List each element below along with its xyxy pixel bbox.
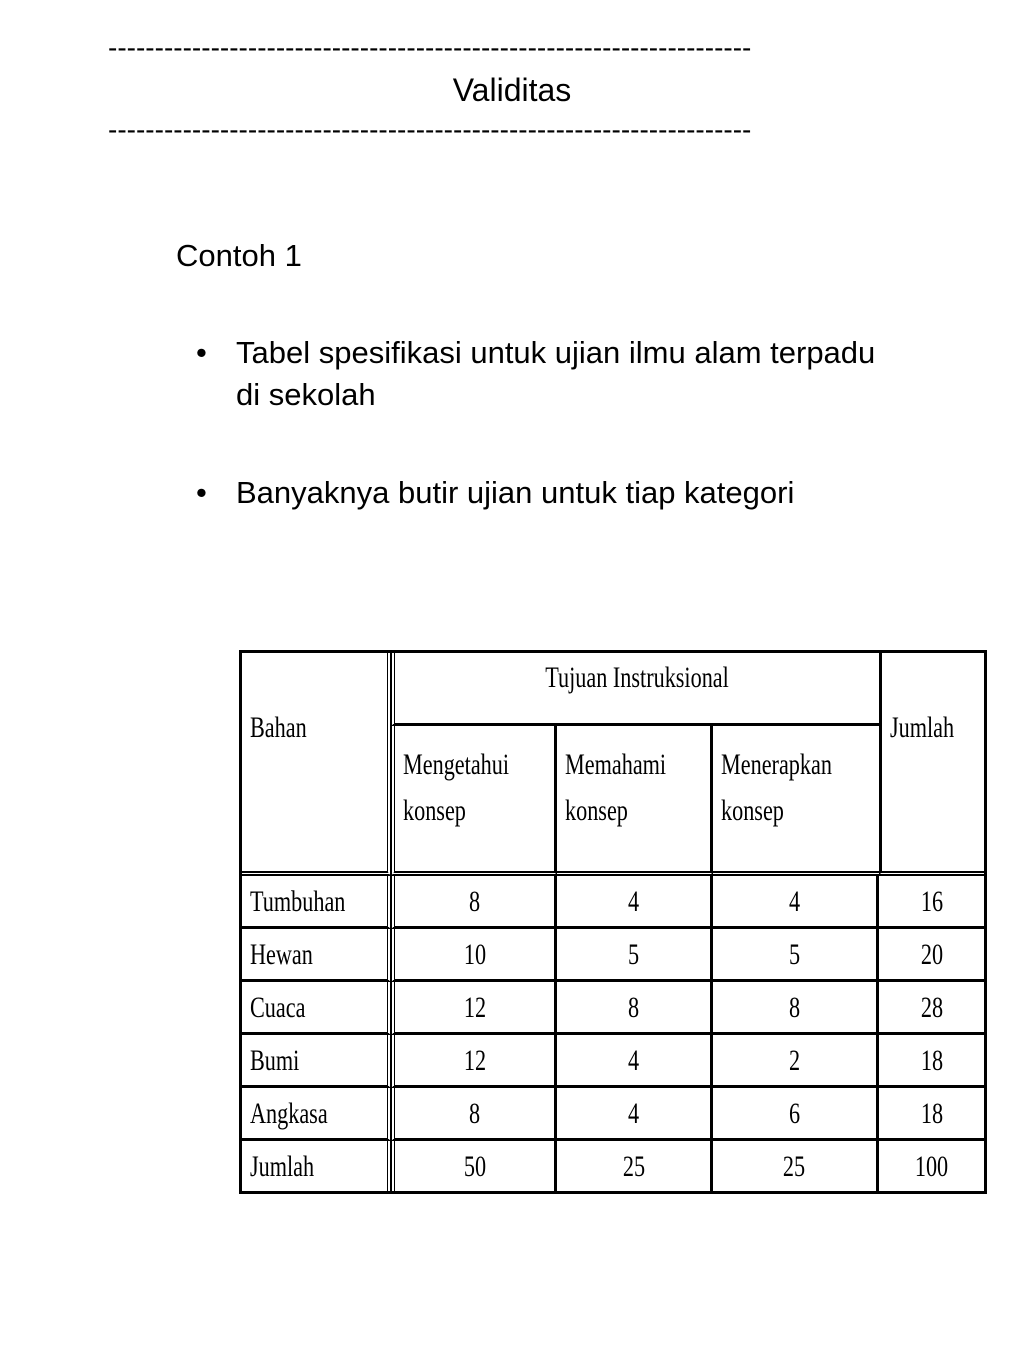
cell-text: Bumi	[250, 1044, 300, 1077]
table-cell	[713, 1088, 879, 1141]
cell-text: 2	[788, 1044, 800, 1077]
cell-text: 8	[788, 991, 800, 1024]
column-header-bahan	[242, 653, 391, 876]
header-label: Mengetahui	[402, 748, 509, 782]
cell-text: 5	[627, 938, 640, 971]
bullet-list	[196, 332, 876, 570]
table-cell	[879, 929, 985, 982]
table-cell	[713, 876, 879, 929]
header-label: Memahami	[565, 748, 667, 782]
cell-text: Cuaca	[250, 991, 306, 1024]
column-header-jumlah	[879, 653, 985, 876]
column-group-header	[391, 653, 879, 726]
row-label	[242, 876, 391, 929]
table-cell	[557, 1088, 713, 1141]
cell-text: 6	[788, 1097, 800, 1130]
bullet-text: Tabel spesifikasi untuk ujian ilmu alam terpadu di sekolah	[236, 335, 876, 412]
cell-text: 28	[920, 991, 943, 1024]
cell-text: 18	[920, 1097, 943, 1130]
table-row	[242, 929, 984, 982]
header-label: konsep	[402, 794, 466, 828]
top-divider: ---------------------------------------------------------------------	[108, 34, 752, 62]
cell-text: Tumbuhan	[250, 885, 346, 918]
table-cell	[557, 929, 713, 982]
table-cell	[557, 1141, 713, 1191]
slide-title: Validitas	[452, 72, 572, 108]
bullet-item	[196, 472, 876, 514]
table-cell	[713, 929, 879, 982]
row-label	[242, 1088, 391, 1141]
bottom-divider: ---------------------------------------------------------------------	[108, 116, 752, 144]
column-header-menerapkan	[713, 726, 879, 876]
table-cell	[557, 1035, 713, 1088]
cell-text: 5	[788, 938, 800, 971]
cell-text: Hewan	[250, 938, 313, 971]
cell-text: 100	[914, 1150, 949, 1183]
table-cell	[391, 1088, 557, 1141]
header-label: konsep	[720, 794, 784, 828]
table-cell	[713, 1141, 879, 1191]
table-cell	[713, 1035, 879, 1088]
cell-text: 10	[463, 938, 486, 971]
table-cell	[557, 876, 713, 929]
table-row	[242, 1035, 984, 1088]
table-cell	[879, 876, 985, 929]
bullet-item	[196, 332, 876, 416]
table-row	[242, 876, 984, 929]
table-row	[242, 982, 984, 1035]
table-cell	[391, 929, 557, 982]
specification-table	[239, 650, 987, 1194]
column-header-mengetahui	[391, 726, 557, 876]
row-label	[242, 982, 391, 1035]
cell-text: 50	[463, 1150, 486, 1183]
cell-text: Jumlah	[250, 1150, 315, 1183]
table-cell	[879, 1141, 985, 1191]
header-label: Menerapkan	[720, 748, 832, 782]
cell-text: 18	[920, 1044, 943, 1077]
cell-text: 8	[469, 885, 481, 918]
table-row	[242, 1088, 984, 1141]
table-cell	[879, 1035, 985, 1088]
table-cell	[391, 1035, 557, 1088]
cell-text: 20	[920, 938, 943, 971]
cell-text: 25	[783, 1150, 806, 1183]
bullet-text: Banyaknya butir ujian untuk tiap kategori	[236, 475, 795, 510]
cell-text: 12	[463, 1044, 486, 1077]
bullet-dot-icon: •	[196, 335, 207, 370]
header-label: konsep	[565, 794, 629, 828]
cell-text: Angkasa	[250, 1097, 328, 1130]
cell-text: 4	[627, 1044, 640, 1077]
table-total-row	[242, 1141, 984, 1191]
header-label: Bahan	[250, 711, 307, 744]
row-label	[242, 1141, 391, 1191]
table-cell	[879, 982, 985, 1035]
cell-text: 4	[788, 885, 800, 918]
row-label	[242, 1035, 391, 1088]
cell-text: 12	[463, 991, 486, 1024]
cell-text: 4	[627, 1097, 640, 1130]
header-label: Jumlah	[889, 711, 954, 744]
cell-text: 4	[627, 885, 640, 918]
row-label	[242, 929, 391, 982]
table-cell	[879, 1088, 985, 1141]
example-heading: Contoh 1	[176, 238, 302, 273]
table-cell	[391, 982, 557, 1035]
cell-text: 8	[469, 1097, 481, 1130]
cell-text: 8	[627, 991, 640, 1024]
table-header-row	[242, 653, 984, 726]
cell-text: 16	[920, 885, 943, 918]
header-label: Tujuan Instruksional	[545, 661, 729, 694]
table-cell	[557, 982, 713, 1035]
bullet-dot-icon: •	[196, 475, 207, 510]
table-cell	[391, 1141, 557, 1191]
cell-text: 25	[622, 1150, 645, 1183]
table-cell	[391, 876, 557, 929]
column-header-memahami	[557, 726, 713, 876]
table-cell	[713, 982, 879, 1035]
